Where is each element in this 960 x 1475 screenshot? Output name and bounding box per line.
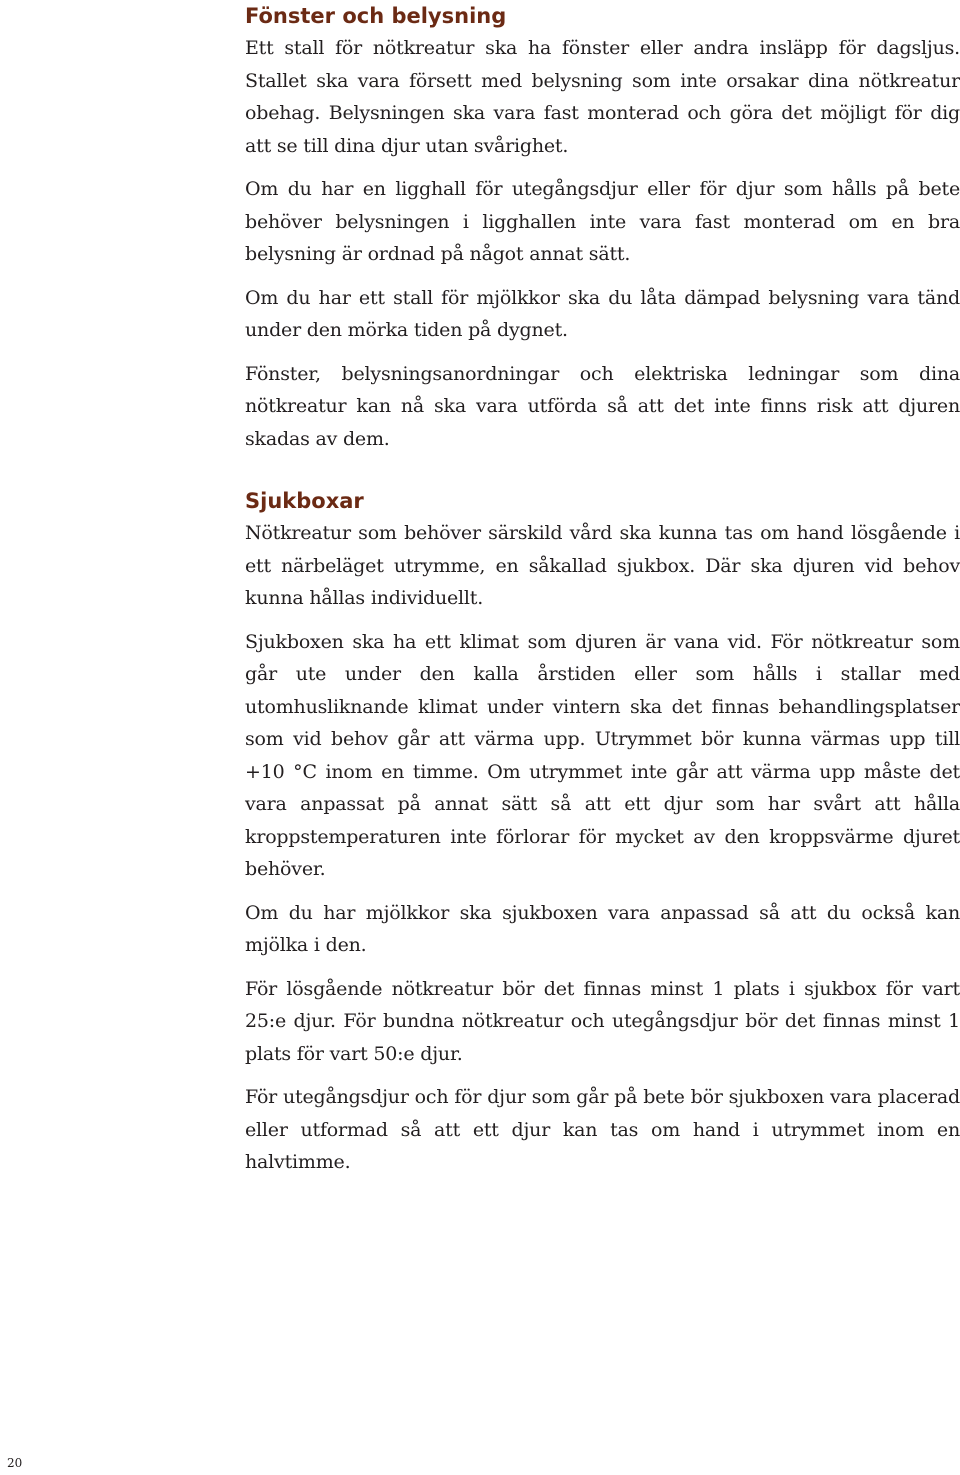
paragraph: Om du har ett stall för mjölkkor ska du låta dämpad belysning vara tänd under den mörka tiden på dygnet. xyxy=(245,286,960,341)
paragraph: För lösgående nötkreatur bör det finnas minst 1 plats i sjukbox för vart 25:e djur. För bundna nötkreatur och utegångsdjur bör det finnas minst 1 plats för vart 50:e djur. xyxy=(245,977,960,1065)
document-body xyxy=(245,0,960,1190)
paragraph: Ett stall för nötkreatur ska ha fönster eller andra insläpp för dagsljus. Stallet ska vara försett med belysning som inte orsakar dina nötkreatur obehag. Belysningen ska vara fast monterad och göra det möjligt för dig att se till dina djur utan svårighet. xyxy=(245,37,960,157)
section-heading: Sjukboxar xyxy=(245,489,364,513)
section-windows-lighting xyxy=(245,0,960,455)
paragraph: För utegångsdjur och för djur som går på bete bör sjukboxen vara placerad eller utformad så att ett djur kan tas om hand i utrymmet inom en halvtimme. xyxy=(245,1086,960,1173)
page-number: 20 xyxy=(7,1456,23,1470)
section-sick-boxes xyxy=(245,485,960,1179)
paragraph: Fönster, belysningsanordningar och elektriska ledningar som dina nötkreatur kan nå ska vara utförda så att det inte finns risk att djuren skadas av dem. xyxy=(245,362,960,450)
paragraph: Om du har en ligghall för utegångsdjur eller för djur som hålls på bete behöver belysningen i ligghallen inte vara fast monterad om en bra belysning är ordnad på något annat sätt. xyxy=(245,178,960,265)
section-heading: Fönster och belysning xyxy=(245,4,507,28)
paragraph: Om du har mjölkkor ska sjukboxen vara anpassad så att du också kan mjölka i den. xyxy=(245,901,960,956)
paragraph: Nötkreatur som behöver särskild vård ska kunna tas om hand lösgående i ett närbeläget utrymme, en såkallad sjukbox. Där ska djuren vid behov kunna hållas individuellt. xyxy=(245,522,960,609)
paragraph: Sjukboxen ska ha ett klimat som djuren är vana vid. För nötkreatur som går ute under den kalla årstiden eller som hålls i stallar med utomhusliknande klimat under vintern ska det finnas behandlingsplatser som vid behov går att värma upp. Utrymmet bör kunna värmas upp till +10 °C inom en timme. Om utrymmet inte går att värma upp måste det vara anpassat på annat sätt så att ett djur som har svårt att hålla kroppstemperaturen inte förlorar för mycket av den kroppsvärme djuret behöver. xyxy=(245,630,960,880)
